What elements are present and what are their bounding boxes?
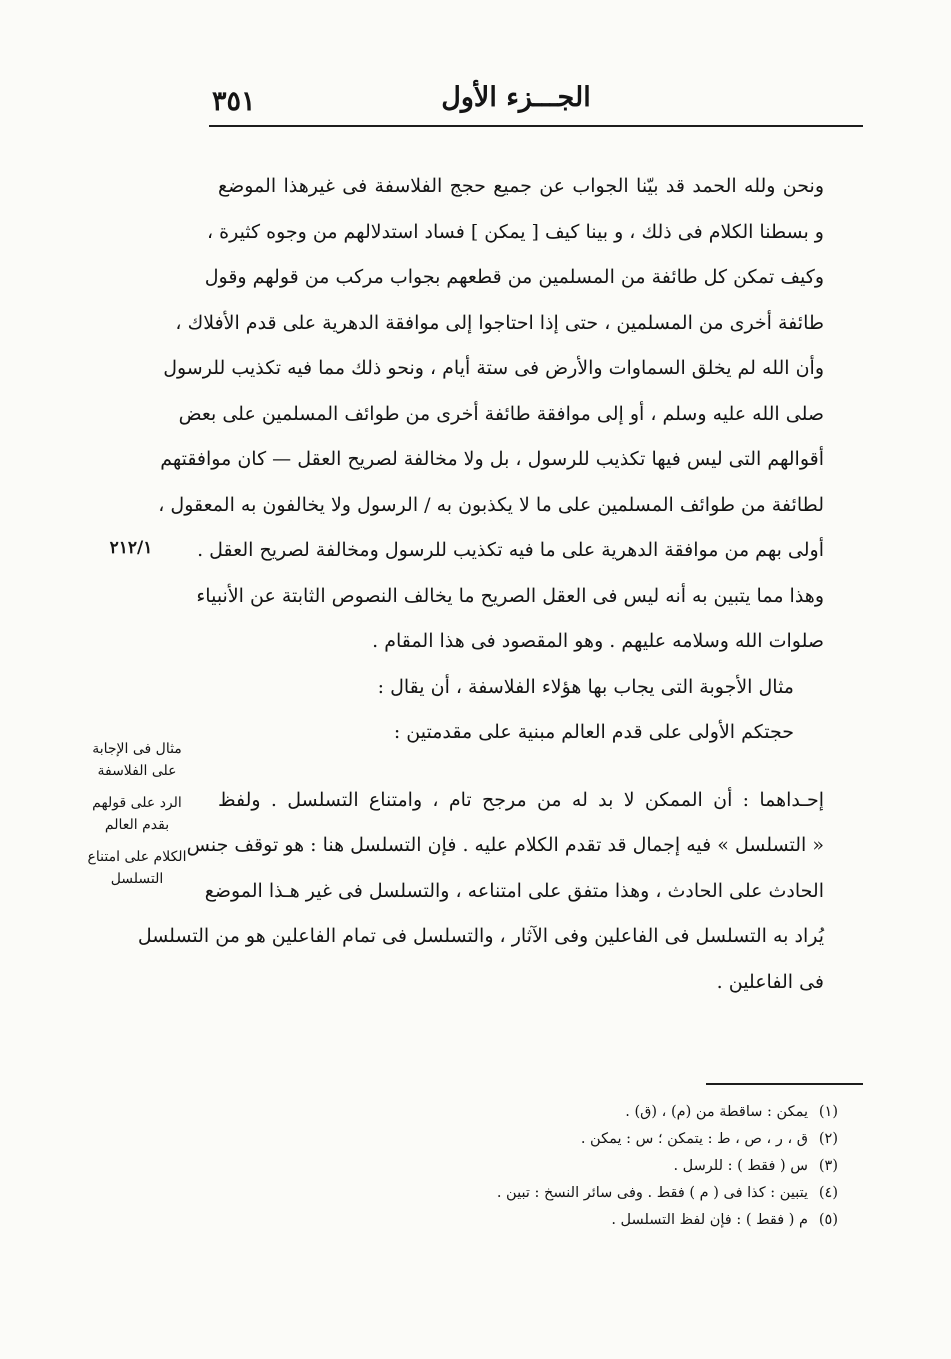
text-line: إحـداهما : أن الممكن لا بد له من مرجح تام ، وامتناع التسلسل . ولفظ xyxy=(218,788,824,811)
footnote xyxy=(420,1153,838,1180)
text-line: لطائفة من طوائف المسلمين على ما لا يكذبون به / الرسول ولا يخالفون به المعقول ، xyxy=(158,493,824,516)
section-gap xyxy=(218,756,824,778)
text-line: « التسلسل » فيه إجمال قد تقدم الكلام عليه . فإن التسلسل هنا : هو توقف جنس xyxy=(186,834,824,856)
text-line: صلى الله عليه وسلم ، أو إلى موافقة طائفة أخرى من طوائف المسلمين على بعض xyxy=(178,402,824,425)
footnote-number: (١) xyxy=(818,1104,838,1120)
footnote-rule xyxy=(706,1083,863,1085)
text-line: الحادث على الحادث ، وهذا متفق على امتناعه ، والتسلسل فى غير هـذا الموضع xyxy=(204,879,824,902)
text-line: طائفة أخرى من المسلمين ، حتى إذا احتاجوا إلى موافقة الدهرية على قدم الأفلاك ، xyxy=(175,311,824,334)
text-line: يُراد به التسلسل فى الفاعلين وفى الآثار ، والتسلسل فى تمام الفاعلين هو من التسلسل xyxy=(137,925,824,947)
text-line: أولى بهم من موافقة الدهرية على ما فيه تكذيب للرسول ومخالفة لصريح العقل . xyxy=(197,539,824,561)
text-line: و بسطنا الكلام فى ذلك ، و بينا كيف [ يمكن ] فساد استدلالهم من وجوه كثيرة ، xyxy=(206,220,824,243)
text-line: صلوات الله وسلامه عليهم . وهو المقصود فى هذا المقام . xyxy=(372,630,824,652)
running-head: الجـــزء الأول xyxy=(441,82,591,113)
text-line: فى الفاعلين . xyxy=(716,970,824,993)
text-line: أقوالهم التى ليس فيها تكذيب للرسول ، بل ولا مخالفة لصريح العقل — كان موافقتهم xyxy=(160,448,824,470)
text-line: وهذا مما يتبين به أنه ليس فى العقل الصريح ما يخالف النصوص الثابتة عن الأنبياء xyxy=(196,584,824,607)
footnote-text: م ( فقط ) : فإن لفظ التسلسل . xyxy=(611,1212,808,1228)
footnote-text: ق ، ر ، ص ، ط : يتمكن ؛ س : يمكن . xyxy=(580,1131,808,1147)
side-note: الكلام على امتناع التسلسل xyxy=(87,849,187,887)
text-line: وأن الله لم يخلق السماوات والأرض فى ستة أيام ، ونحو ذلك مما فيه تكذيب للرسول xyxy=(163,357,824,379)
footnote-text: يتبين : كذا فى ( م ) فقط . وفى سائر النسخ : تبين . xyxy=(496,1185,808,1201)
footnote xyxy=(420,1126,838,1153)
example-intro: مثال الأجوبة التى يجاب بها هؤلاء الفلاسفة ، أن يقال : xyxy=(377,675,794,698)
side-note: الرد على قولهم بقدم العالم xyxy=(92,795,182,833)
footnote xyxy=(420,1180,838,1207)
text-line: وكيف تمكن كل طائفة من المسلمين من قطعهم بجواب مركب من قولهم وقول xyxy=(204,266,824,288)
side-note: مثال فى الإجابة على الفلاسفة xyxy=(92,741,182,779)
footnote-number: (٣) xyxy=(818,1158,838,1174)
footnote-number: (٤) xyxy=(818,1185,838,1201)
footnote xyxy=(420,1207,838,1234)
side-notes xyxy=(78,738,196,900)
footnotes xyxy=(420,1099,838,1234)
margin-reference: ٢١٢/١ xyxy=(109,538,153,558)
header-rule xyxy=(209,125,863,127)
footnote xyxy=(420,1099,838,1126)
footnote-number: (٢) xyxy=(818,1131,838,1147)
page-number: ٣٥١ xyxy=(212,86,256,117)
text-line: ونحن ولله الحمد قد بيّنا الجواب عن جميع حجج الفلاسفة فى غيرهذا الموضع xyxy=(218,175,824,197)
premises-line: حجتكم الأولى على قدم العالم مبنية على مقدمتين : xyxy=(393,721,794,743)
footnote-text: س ( فقط ) : للرسل . xyxy=(673,1158,808,1174)
footnote-text: يمكن : ساقطة من (م) ، (ق) . xyxy=(625,1104,808,1120)
footnote-number: (٥) xyxy=(818,1212,838,1228)
